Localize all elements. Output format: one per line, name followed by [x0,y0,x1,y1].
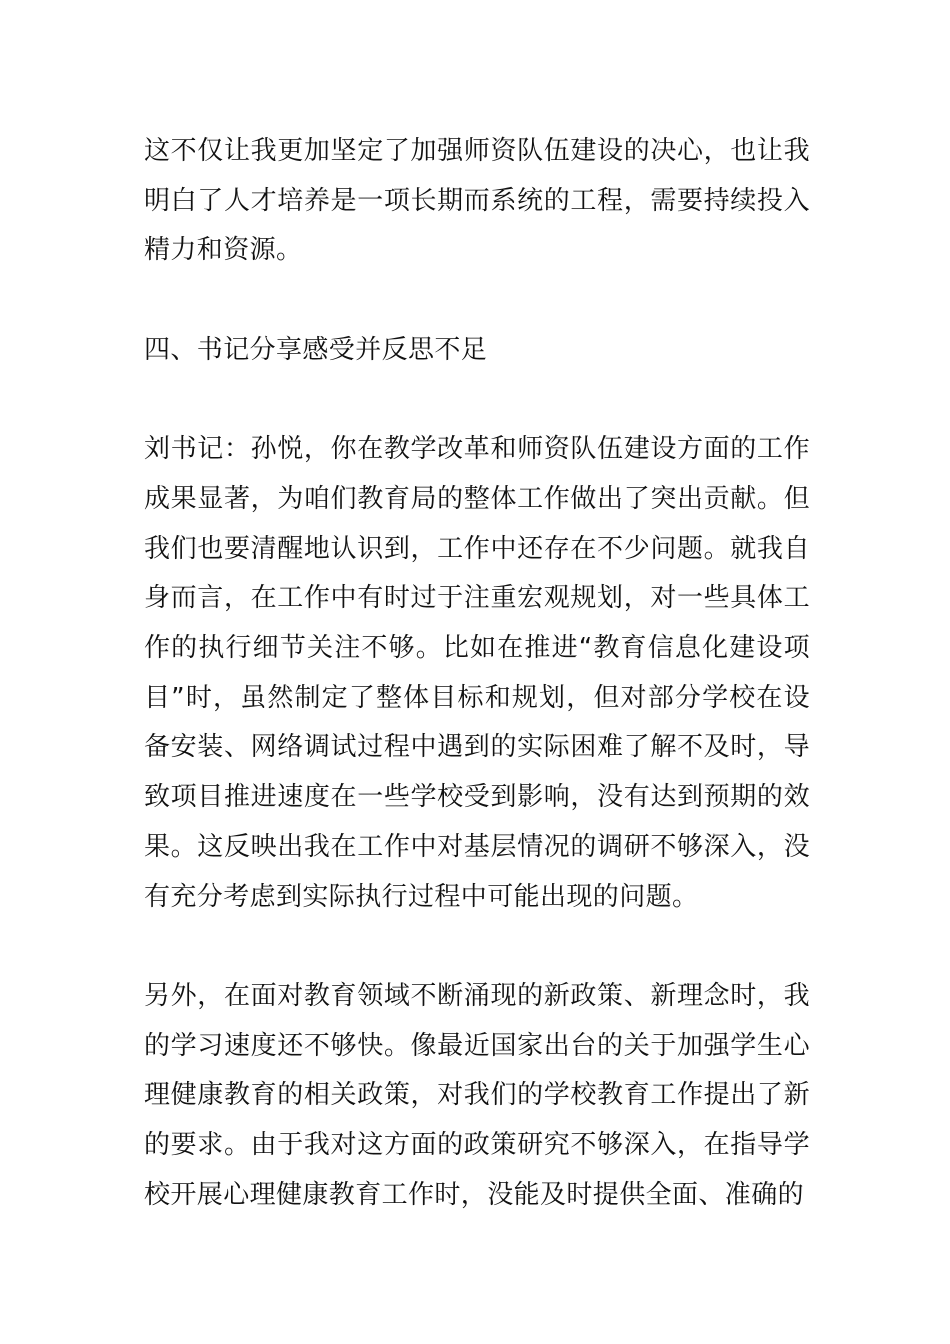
paragraph-secretary-reflection: 刘书记：孙悦，你在教学改革和师资队伍建设方面的工作成果显著，为咱们教育局的整体工作做出了突出贡献。但我们也要清醒地认识到，工作中还存在不少问题。就我自身而言，在工作中有时过于注重宏观规划，对一些具体工作的执行细节关注不够。比如在推进“教育信息化建设项目”时，虽然制定了整体目标和规划，但对部分学校在设备安装、网络调试过程中遇到的实际困难了解不及时，导致项目推进速度在一些学校受到影响，没有达到预期的效果。这反映出我在工作中对基层情况的调研不够深入，没有充分考虑到实际执行过程中可能出现的问题。 [144,434,810,912]
document-page [144,127,810,1270]
paragraph-intro: 这不仅让我更加坚定了加强师资队伍建设的决心，也让我明白了人才培养是一项长期而系统的工程，需要持续投入精力和资源。 [144,136,810,266]
paragraph-learning-shortfall: 另外，在面对教育领域不断涌现的新政策、新理念时，我的学习速度还不够快。像最近国家出台的关于加强学生心理健康教育的相关政策，对我们的学校教育工作提出了新的要求。由于我对这方面的政策研究不够深入，在指导学校开展心理健康教育工作时，没能及时提供全面、准确的 [144,980,810,1210]
section-heading: 四、书记分享感受并反思不足 [144,334,488,365]
